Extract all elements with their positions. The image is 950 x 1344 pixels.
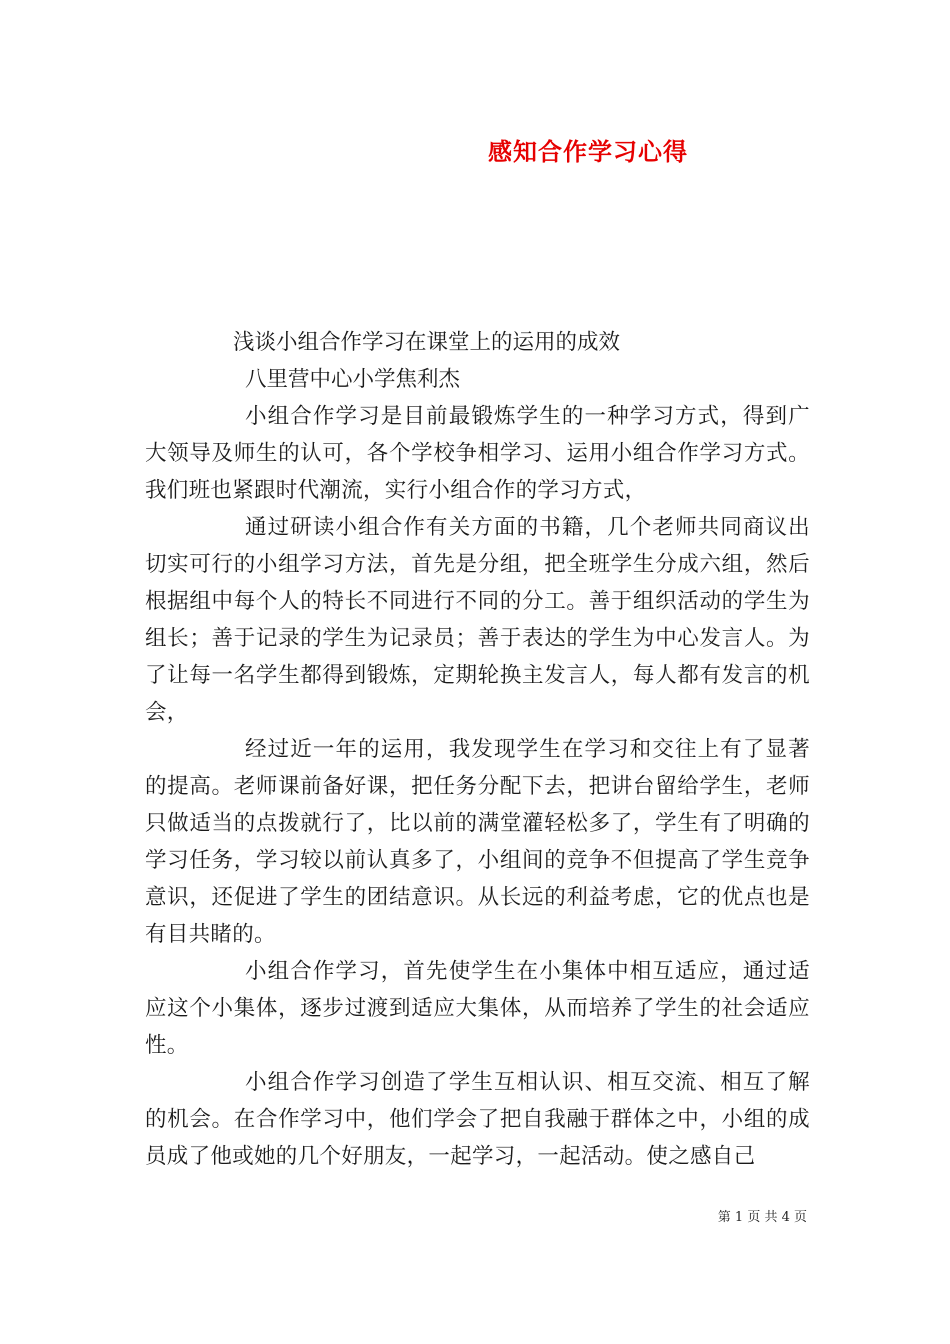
page-number-footer: 第 1 页 共 4 页 bbox=[717, 1210, 807, 1225]
document-title: 感知合作学习心得 bbox=[488, 137, 688, 166]
author-line: 八里营中心小学焦利杰 bbox=[245, 367, 461, 392]
document-body bbox=[145, 324, 810, 1175]
paragraph-1: 小组合作学习是目前最锻炼学生的一种学习方式，得到广大领导及师生的认可，各个学校争相学习、运用小组合作学习方式。我们班也紧跟时代潮流，实行小组合作的学习方式， bbox=[145, 404, 810, 503]
paragraph-3: 经过近一年的运用，我发现学生在学习和交往上有了显著的提高。老师课前备好课，把任务分配下去，把讲台留给学生，老师只做适当的点拨就行了，比以前的满堂灌轻松多了，学生有了明确的学习任务，学习较以前认真多了，小组间的竞争不但提高了学生竞争意识，还促进了学生的团结意识。从长远的利益考虑，它的优点也是有目共睹的。 bbox=[145, 737, 810, 947]
paragraph-5: 小组合作学习创造了学生互相认识、相互交流、相互了解的机会。在合作学习中，他们学会了把自我融于群体之中，小组的成员成了他或她的几个好朋友，一起学习，一起活动。使之感自己 bbox=[145, 1070, 810, 1169]
paragraph-4: 小组合作学习，首先使学生在小集体中相互适应，通过适应这个小集体，逐步过渡到适应大集体，从而培养了学生的社会适应性。 bbox=[145, 959, 810, 1058]
paragraph-2: 通过研读小组合作有关方面的书籍，几个老师共同商议出切实可行的小组学习方法，首先是分组，把全班学生分成六组，然后根据组中每个人的特长不同进行不同的分工。善于组织活动的学生为组长；善于记录的学生为记录员；善于表达的学生为中心发言人。为了让每一名学生都得到锻炼，定期轮换主发言人，每人都有发言的机会， bbox=[145, 515, 810, 725]
subtitle: 浅谈小组合作学习在课堂上的运用的成效 bbox=[233, 330, 621, 355]
